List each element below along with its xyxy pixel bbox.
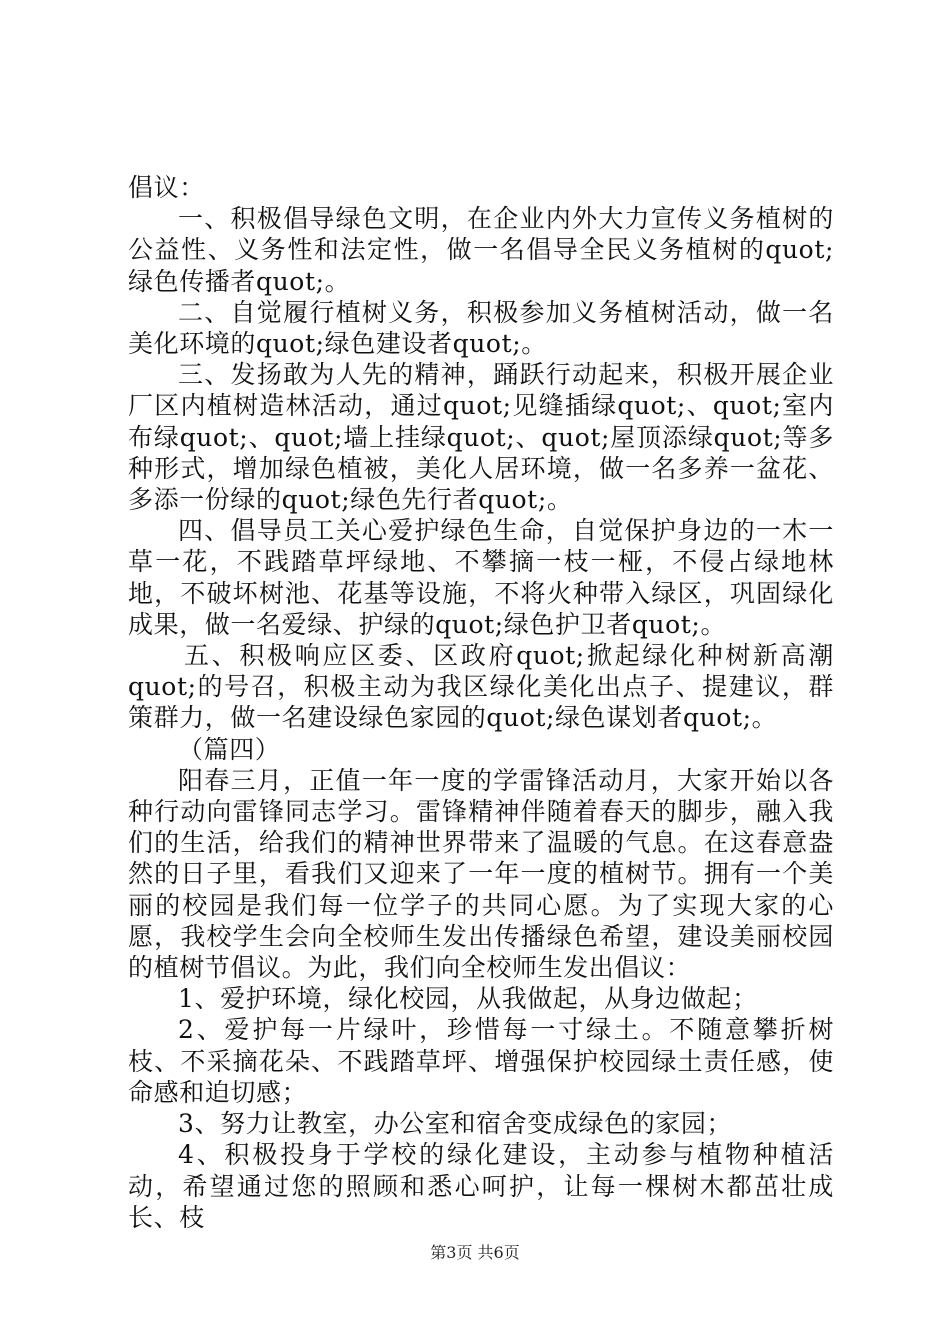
paragraph-item-1: 一、积极倡导绿色文明，在企业内外大力宣传义务植树的公益性、义务性和法定性，做一名倡导全民义务植树的quot;绿色传播者quot;。 [128,204,834,296]
paragraph-intro: 阳春三月，正值一年一度的学雷锋活动月，大家开始以各种行动向雷锋同志学习。雷锋精神伴随着春天的脚步，融入我们的生活，给我们的精神世界带来了温暖的气息。在这春意盎然的日子里，看我们又迎来了一年一度的植树节。拥有一个美丽的校园是我们每一位学子的共同心愿。为了实现大家的心愿，我校学生会向全校师生发出传播绿色希望，建设美丽校园的植树节倡议。为此，我们向全校师生发出倡议： [128,765,834,983]
paragraph-proposal-heading: 倡议： [128,173,205,202]
section-heading: （篇四） [178,734,281,764]
paragraph-item-3: 三、发扬敢为人先的精神，踊跃行动起来，积极开展企业厂区内植树造林活动，通过quot;见缝插绿quot;、quot;室内布绿quot;、quot;墙上挂绿quot;、quot;屋顶添绿quot;等多种形式，增加绿色植被，美化人居环境，做一名多养一盆花、多添一份绿的quot;绿色先行者quot;。 [128,360,834,515]
paragraph-item-5: 五、积极响应区委、区政府quot;掀起绿化种树新高潮quot;的号召，积极主动为我区绿化美化出点子、提建议，群策群力，做一名建设绿色家园的quot;绿色谋划者quot;。 [128,641,834,733]
document-body [128,172,834,1233]
paragraph-point-1: 1、爱护环境，绿化校园，从我做起，从身边做起； [178,984,758,1014]
paragraph-item-4: 四、倡导员工关心爱护绿色生命，自觉保护身边的一木一草一花，不践踏草坪绿地、不攀摘一枝一桠，不侵占绿地林地，不破坏树池、花基等设施，不将火种带入绿区，巩固绿化成果，做一名爱绿、护绿的quot;绿色护卫者quot;。 [128,516,834,639]
paragraph-point-4: 4、积极投身于学校的绿化建设，主动参与植物种植活动，希望通过您的照顾和悉心呵护，让每一棵树木都茁壮成长、枝 [128,1140,834,1232]
paragraph-point-3: 3、努力让教室，办公室和宿舍变成绿色的家园； [178,1109,733,1139]
page-number-footer: 第3页 共6页 [430,1243,520,1262]
paragraph-item-2: 二、自觉履行植树义务，积极参加义务植树活动，做一名美化环境的quot;绿色建设者quot;。 [128,297,834,359]
paragraph-point-2: 2、爱护每一片绿叶，珍惜每一寸绿土。不随意攀折树枝、不采摘花朵、不践踏草坪、增强保护校园绿土责任感，使命感和迫切感； [128,1015,834,1107]
